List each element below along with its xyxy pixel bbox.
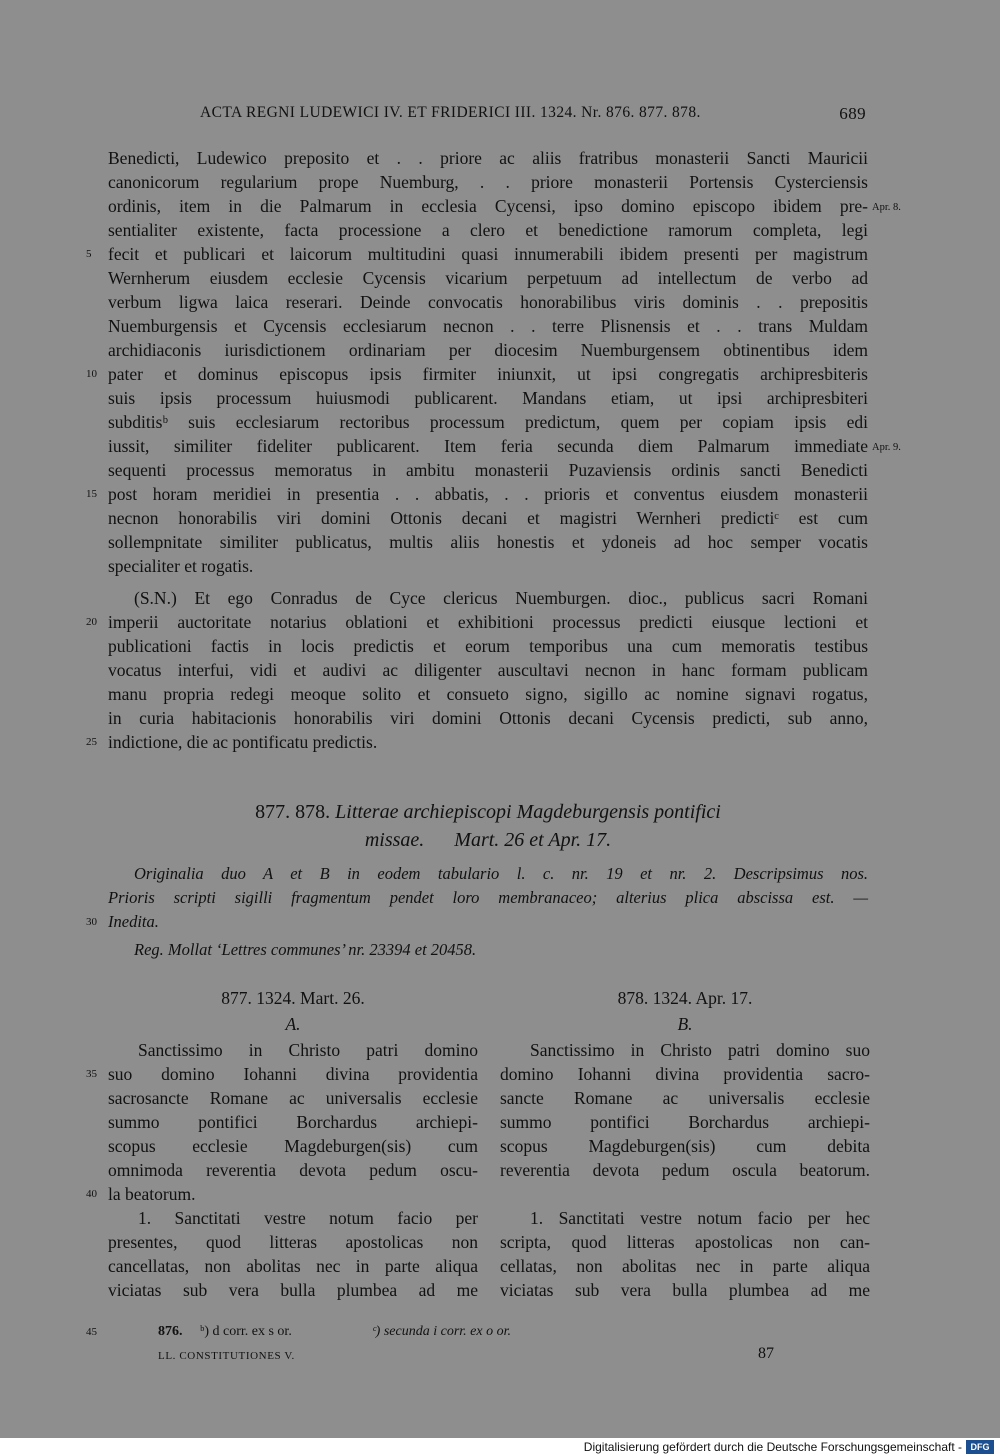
- col-line: Sanctissimo in Christo patri domino: [138, 1040, 478, 1060]
- text-line: Prioris scripti sigilli fragmentum pendet loro membranaceo; alterius plica abscissa est. —: [108, 888, 868, 907]
- attribution-text: Digitalisierung gefördert durch die Deutsche Forschungsgemeinschaft -: [583, 1440, 962, 1454]
- col-line: domino Iohanni divina providentia sacro-: [500, 1064, 870, 1084]
- text-line: ordinis, item in die Palmarum in ecclesia Cycensi, ipso domino episcopo ibidem pre-: [108, 196, 868, 216]
- sheet-number: 87: [758, 1345, 774, 1362]
- margin-date: Apr. 9.: [872, 442, 901, 453]
- section-dates: Mart. 26 et Apr. 17.: [454, 829, 612, 851]
- section-heading: [108, 798, 868, 826]
- right-column-label: B.: [677, 1014, 693, 1034]
- section-title: Litterae archiepiscopi Magdeburgensis pontifici: [335, 801, 721, 823]
- col-line: summo pontifici Borchardus archiepi-: [500, 1112, 870, 1132]
- text-line: necnon honorabilis viri domini Ottonis decani et magistri Wernheri predictiᶜ est cum: [108, 508, 868, 528]
- footnote-ref: 876.: [158, 1324, 183, 1339]
- right-column-heading: 878. 1324. Apr. 17.: [617, 988, 753, 1008]
- col-line: scopus ecclesie Magdeburgen(sis) cum: [108, 1136, 478, 1156]
- col-line: scripta, quod litteras apostolicas non can-: [500, 1232, 870, 1252]
- line-number: 15: [86, 488, 97, 500]
- line-number: 10: [86, 368, 97, 380]
- col-line: suo domino Iohanni divina providentia: [108, 1064, 478, 1084]
- col-line: 1. Sanctitati vestre notum facio per hec: [530, 1208, 870, 1228]
- text-line: imperii auctoritate notarius oblationi et exhibitioni processus predicti eiusque lectioni et: [108, 612, 868, 632]
- col-line: scopus Magdeburgen(sis) cum debita: [500, 1136, 870, 1156]
- col-line: 1. Sanctitati vestre notum facio per: [138, 1208, 478, 1228]
- col-line: viciatas sub vera bulla plumbea ad me: [108, 1280, 478, 1300]
- text-line: pater et dominus episcopus ipsis firmiter iniunxit, ut ipsi congregatis archipresbiteris: [108, 364, 868, 384]
- text-line: vocatus interfui, vidi et audivi ac diligenter auscultavi necnon in hanc formam publicam: [108, 660, 868, 680]
- text-line: subditisᵇ suis ecclesiarum rectoribus processum predictum, quem per copiam ipsis edi: [108, 412, 868, 432]
- text-line: iussit, similiter fideliter publicarent. Item feria secunda diem Palmarum immediate: [108, 436, 868, 456]
- text-line: Inedita.: [108, 912, 159, 931]
- col-line: cancellatas, non abolitas nec in parte aliqua: [108, 1256, 478, 1276]
- text-line: publicationi factis in locis predictis et eorum temporibus una cum memoratis testibus: [108, 636, 868, 656]
- text-line: suis ipsis processum huiusmodi publicarent. Mandans etiam, ut ipsi archipresbiteri: [108, 388, 868, 408]
- text-line: archidiaconis iurisdictionem ordinariam per diocesim Nuemburgensem obtinentibus idem: [108, 340, 868, 360]
- col-line: summo pontifici Borchardus archiepi-: [108, 1112, 478, 1132]
- section-number: 877. 878.: [255, 801, 331, 823]
- sheet-signature: LL. CONSTITUTIONES V.: [158, 1350, 295, 1362]
- col-line: Sanctissimo in Christo patri domino suo: [530, 1040, 870, 1060]
- margin-date: Apr. 8.: [872, 202, 901, 213]
- text-line: sollempnitate similiter publicatus, multis aliis honestis et ydoneis ad hoc semper vocatis: [108, 532, 868, 552]
- running-header: [200, 104, 866, 122]
- text-line: verbum ligwa laica reserari. Deinde convocatis honorabilibus viris dominis . . prepositis: [108, 292, 868, 312]
- text-line: (S.N.) Et ego Conradus de Cyce clericus Nuemburgen. dioc., publicus sacri Romani: [134, 588, 868, 608]
- text-line: Wernherum eiusdem ecclesie Cycensis vicarium perpetuum ad intellectum de verbo ad: [108, 268, 868, 288]
- line-number: 30: [86, 916, 97, 928]
- col-line: omnimoda reverentia devota pedum oscu-: [108, 1160, 478, 1180]
- text-line: Nuemburgensis et Cycensis ecclesiarum necnon . . terre Plisnensis et . . trans Muldam: [108, 316, 868, 336]
- line-number: 35: [86, 1068, 97, 1080]
- text-line: Originalia duo A et B in eodem tabulario l. c. nr. 19 et nr. 2. Descripsimus nos.: [134, 864, 868, 883]
- col-line: cellatas, non abolitas nec in parte aliqua: [500, 1256, 870, 1276]
- page-number: 689: [839, 104, 866, 123]
- dfg-logo-icon: DFG: [966, 1440, 994, 1454]
- line-number: 40: [86, 1188, 97, 1200]
- col-line: la beatorum.: [108, 1184, 196, 1204]
- text-line: post horam meridiei in presentia . . abbatis, . . prioris et conventus eiusdem monasterii: [108, 484, 868, 504]
- text-line: fecit et publicari et laicorum multitudini quasi innumerabili ibidem presenti per magistrum: [108, 244, 868, 264]
- text-line: sequenti processus memoratus in ambitu monasterii Puzaviensis ordinis sancti Benedicti: [108, 460, 868, 480]
- left-column-heading: 877. 1324. Mart. 26.: [221, 988, 365, 1008]
- line-number: 5: [86, 248, 92, 260]
- col-line: presentes, quod litteras apostolicas non: [108, 1232, 478, 1252]
- attribution-bar: [0, 1438, 1000, 1456]
- text-line: indictione, die ac pontificatu predictis.: [108, 732, 378, 752]
- text-line: sentialiter existente, facta processione a clero et benedictione ramorum completa, legi: [108, 220, 868, 240]
- left-column-label: A.: [285, 1014, 301, 1034]
- text-line: canonicorum regularium prope Nuemburg, . . priore monasterii Portensis Cysterciensis: [108, 172, 868, 192]
- line-number: 45: [86, 1326, 97, 1338]
- line-number: 25: [86, 736, 97, 748]
- section-heading-line2: [108, 826, 868, 854]
- footnote-c: ᶜ) secunda i corr. ex o or.: [372, 1324, 511, 1339]
- line-number: 20: [86, 616, 97, 628]
- col-line: sacrosancte Romane ac universalis ecclesie: [108, 1088, 478, 1108]
- section-title-cont: missae.: [364, 829, 425, 851]
- text-line: Benedicti, Ludewico preposito et . . priore ac aliis fratribus monasterii Sancti Mauricii: [108, 148, 868, 168]
- col-line: sancte Romane ac universalis ecclesie: [500, 1088, 870, 1108]
- col-line: viciatas sub vera bulla plumbea ad me: [500, 1280, 870, 1300]
- col-line: reverentia devota pedum oscula beatorum.: [500, 1160, 870, 1180]
- text-line: in curia habitacionis honorabilis viri domini Ottonis decani Cycensis predicti, sub anno,: [108, 708, 868, 728]
- text-line: specialiter et rogatis.: [108, 556, 254, 576]
- regest-line: Reg. Mollat ‘Lettres communes’ nr. 23394 et 20458.: [134, 940, 477, 959]
- footnote-b: ᵇ) d corr. ex s or.: [200, 1324, 292, 1339]
- text-line: manu propria redegi meoque solito et consueto signo, sigillo ac nomine signavi rogatus,: [108, 684, 868, 704]
- running-title: ACTA REGNI LUDEWICI IV. ET FRIDERICI III. 1324. Nr. 876. 877. 878.: [200, 104, 701, 121]
